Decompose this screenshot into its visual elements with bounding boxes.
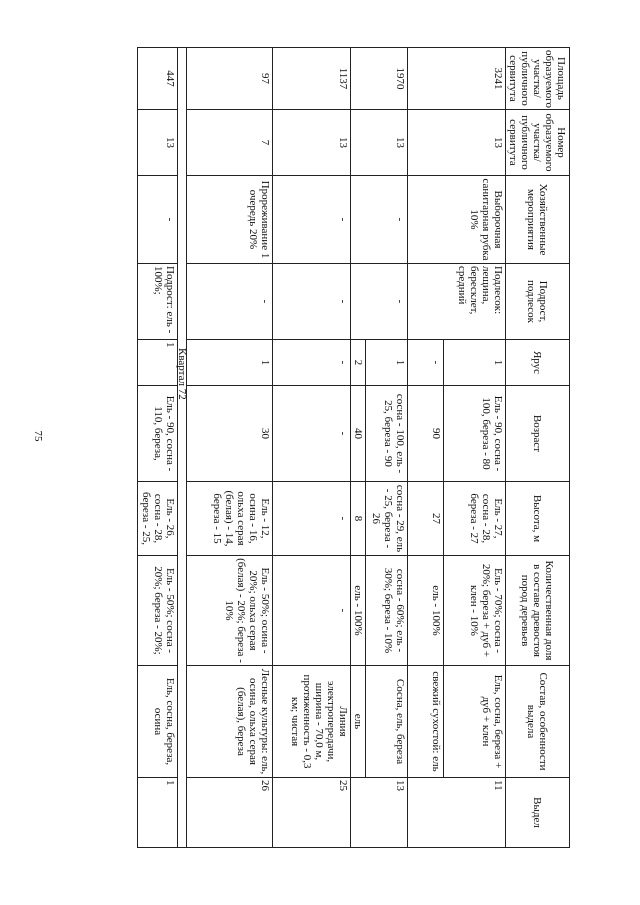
cell-vydel: 26 — [187, 778, 273, 848]
cell-area: 3241 — [408, 48, 506, 110]
cell-area: 97 — [187, 48, 273, 110]
forest-inventory-table — [65, 47, 570, 847]
cell-height: Ель - 27, сосна - 28, береза - 27 — [444, 482, 506, 556]
cell-age: Ель - 90, сосна - 100, береза - 80 — [444, 386, 506, 482]
cell-composition: Линия электропередачи, ширина - 70,0 м, протяженность - 0,3 км; чистая — [273, 666, 351, 778]
cell-composition: свежий сухостой: ель — [408, 666, 444, 778]
table-row — [444, 48, 506, 848]
cell-number: 13 — [273, 110, 351, 176]
cell-share: - — [273, 556, 351, 666]
cell-measures: Выборочная санитарная рубка 10% — [408, 176, 506, 264]
table-row — [187, 48, 273, 848]
header-tier: Ярус — [506, 340, 570, 386]
cell-tier: 1 — [138, 340, 178, 386]
cell-undergrowth: - — [187, 264, 273, 340]
cell-measures: - — [138, 176, 178, 264]
table-row — [273, 48, 351, 848]
quarter-row — [178, 48, 187, 848]
cell-composition: ель — [351, 666, 366, 778]
cell-height: Ель - 26, сосна - 28, береза - 25, — [138, 482, 178, 556]
cell-share: ель - 100% — [351, 556, 366, 666]
cell-share: Ель - 50%; осина - 20%; ольха серая (белая) - 20%; береза - 10% — [187, 556, 273, 666]
cell-measures: - — [351, 176, 408, 264]
header-composition: Состав, особенности выдела — [506, 666, 570, 778]
cell-share: Ель - 50%; сосна - 20%; береза - 20%; — [138, 556, 178, 666]
cell-tier: 2 — [351, 340, 366, 386]
cell-number: 13 — [138, 110, 178, 176]
cell-composition: Ель, сосна, береза, осина — [138, 666, 178, 778]
cell-area: 1137 — [273, 48, 351, 110]
header-height: Высота, м — [506, 482, 570, 556]
header-area: Площадь образуемого участка/ публичного сервитута — [506, 48, 570, 110]
cell-age: 40 — [351, 386, 366, 482]
cell-age: Ель - 90, сосна - 110, береза, — [138, 386, 178, 482]
cell-tier: 1 — [366, 340, 408, 386]
cell-tier: 1 — [187, 340, 273, 386]
table-row — [366, 48, 408, 848]
cell-composition: Лесные культуры: ель, осина, ольха серая (белая), береза — [187, 666, 273, 778]
cell-number: 13 — [351, 110, 408, 176]
cell-area: 1970 — [351, 48, 408, 110]
cell-vydel: 11 — [408, 778, 506, 848]
cell-undergrowth: - — [273, 264, 351, 340]
cell-height: 27 — [408, 482, 444, 556]
cell-vydel: 25 — [273, 778, 351, 848]
cell-height: сосна - 29, ель - 25, береза - 26 — [366, 482, 408, 556]
cell-share: Ель - 70%; сосна - 20%; береза + дуб + клен - 10% — [444, 556, 506, 666]
cell-undergrowth: Подрост: ель - 100%; — [138, 264, 178, 340]
header-measures: Хозяйственные мероприятия — [506, 176, 570, 264]
header-age: Возраст — [506, 386, 570, 482]
cell-tier: 1 — [444, 340, 506, 386]
cell-tier: - — [408, 340, 444, 386]
quarter-label: Квартал 72 — [178, 48, 187, 848]
cell-undergrowth: - — [351, 264, 408, 340]
table-row — [138, 48, 178, 848]
cell-vydel: 13 — [351, 778, 408, 848]
cell-area: 447 — [138, 48, 178, 110]
page-number: 75 — [32, 430, 44, 442]
inventory-grid — [137, 47, 570, 848]
cell-number: 7 — [187, 110, 273, 176]
cell-composition: Ель, сосна, береза + дуб + клен — [444, 666, 506, 778]
cell-height: 8 — [351, 482, 366, 556]
header-vydel: Выдел — [506, 778, 570, 848]
header-share: Количественная доля в составе древостоя пород деревьев — [506, 556, 570, 666]
cell-age: сосна - 100, ель - 25, береза - 90 — [366, 386, 408, 482]
cell-age: 90 — [408, 386, 444, 482]
header-number: Номер образуемого участка/ публичного сервитута — [506, 110, 570, 176]
cell-share: ель - 100% — [408, 556, 444, 666]
cell-composition: Сосна, ель, береза — [366, 666, 408, 778]
cell-height: Ель - 12, осина - 16, ольха серая (белая) - 14, береза - 15 — [187, 482, 273, 556]
cell-age: - — [273, 386, 351, 482]
cell-height: - — [273, 482, 351, 556]
cell-measures: - — [273, 176, 351, 264]
cell-measures: Прореживание 1 очередь 20% — [187, 176, 273, 264]
cell-number: 13 — [408, 110, 506, 176]
cell-undergrowth: Подлесок: лещина, бересклет, средний — [408, 264, 506, 340]
cell-share: сосна - 60%; ель - 30%; береза - 10% — [366, 556, 408, 666]
header-row — [506, 48, 570, 848]
cell-vydel: 1 — [138, 778, 178, 848]
cell-age: 30 — [187, 386, 273, 482]
cell-tier: - — [273, 340, 351, 386]
header-undergrowth: Подрост, подлесок — [506, 264, 570, 340]
